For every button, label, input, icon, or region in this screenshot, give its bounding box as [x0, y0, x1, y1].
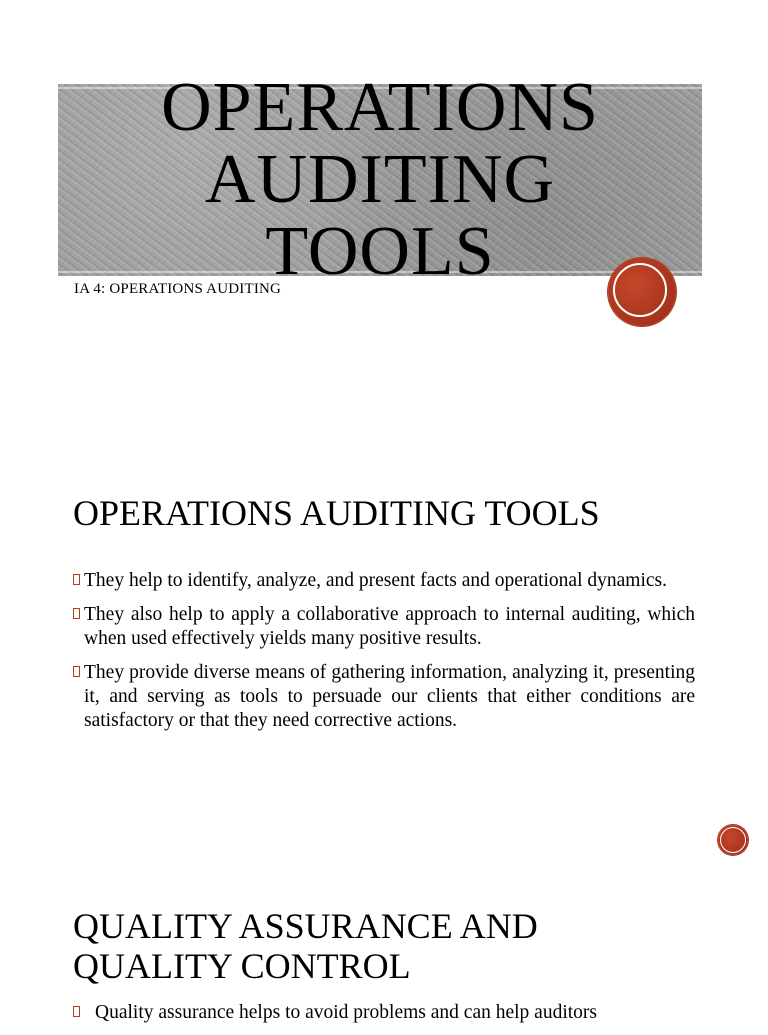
decorative-circle-icon: [608, 258, 676, 326]
bullet-text: They provide diverse means of gathering information, analyzing it, presenting it, and serving as tools to persuade our clients that either conditions are satisfactory or that they need corrective actions.: [84, 662, 695, 731]
bullet-text: They also help to apply a collaborative approach to internal auditing, which when used effectively yields many positive results.: [84, 604, 695, 649]
bullet-icon: [73, 608, 80, 619]
bullet-icon: [73, 1006, 80, 1017]
title-line: TOOLS: [265, 213, 495, 290]
slide-heading: OPERATIONS AUDITING TOOLS: [73, 493, 600, 533]
content-slide-quality: [0, 880, 768, 1024]
list-item: [73, 603, 695, 651]
list-item: [73, 1001, 695, 1025]
content-slide-tools: [0, 470, 768, 870]
title-line: OPERATIONS: [161, 69, 599, 146]
title-slide: [0, 0, 768, 370]
slide-heading: [73, 906, 538, 986]
heading-line: QUALITY ASSURANCE AND: [73, 906, 538, 946]
bullet-text: Quality assurance helps to avoid problems and can help auditors: [95, 1002, 597, 1023]
bullet-icon: [73, 666, 80, 677]
bullet-icon: [73, 574, 80, 585]
slide-subtitle: IA 4: OPERATIONS AUDITING: [74, 281, 282, 297]
title-line: AUDITING: [204, 141, 556, 218]
bullet-list: [73, 569, 695, 743]
bullet-text: They help to identify, analyze, and present facts and operational dynamics.: [84, 570, 667, 591]
decorative-circle-icon: [718, 825, 748, 855]
bullet-list: [73, 1001, 695, 1035]
heading-line: QUALITY CONTROL: [73, 946, 411, 986]
list-item: [73, 569, 695, 593]
list-item: [73, 661, 695, 733]
